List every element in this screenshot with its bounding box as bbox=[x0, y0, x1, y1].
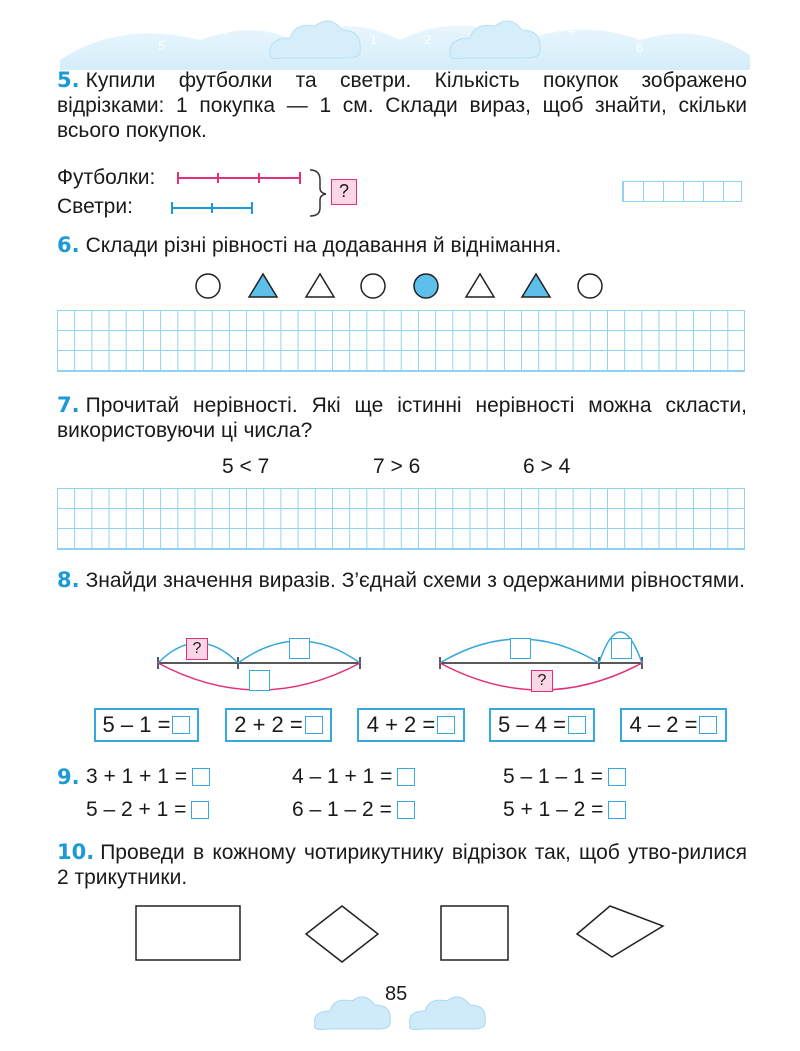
task-number: 9. bbox=[57, 765, 80, 789]
answer-square[interactable] bbox=[568, 716, 586, 734]
circle-outline-icon bbox=[361, 274, 385, 298]
question-box bbox=[331, 179, 357, 205]
task-text: Проведи в кожному чотирикутнику відрізок так, щоб утво-рилися 2 трикутники. bbox=[57, 841, 747, 889]
task-number: 10. bbox=[57, 840, 95, 864]
task-number: 7. bbox=[57, 393, 80, 417]
triangle-outline-icon bbox=[466, 274, 494, 297]
expression: 3 + 1 + 1 = bbox=[86, 765, 210, 789]
task-number: 6. bbox=[57, 233, 80, 257]
inequality: 6 > 4 bbox=[523, 455, 571, 478]
cloud-number: 8 bbox=[688, 20, 696, 35]
task-text: Купили футболки та светри. Кількість покупок зображено відрізками: 1 покупка — 1 см. Склади вираз, щоб знайти, скільки всього покупок. bbox=[57, 69, 747, 142]
inequality: 7 > 6 bbox=[373, 455, 421, 478]
question-box bbox=[531, 670, 553, 692]
answer-grid-7[interactable] bbox=[57, 488, 745, 550]
task-number: 8. bbox=[57, 568, 80, 592]
equation-text: 2 + 2 = bbox=[234, 712, 303, 737]
task-5 bbox=[57, 68, 747, 143]
shape-row bbox=[190, 268, 610, 304]
label-sweaters: Светри: bbox=[57, 195, 133, 218]
quadrilaterals bbox=[130, 900, 670, 970]
task-6 bbox=[57, 233, 747, 258]
page-number: 85 bbox=[385, 983, 408, 1005]
task-text: Знайди значення виразів. З’єднай схеми з одержаними рівностями. bbox=[85, 569, 745, 592]
triangle-filled-icon bbox=[249, 274, 277, 297]
question-mark: ? bbox=[338, 181, 349, 201]
answer-square[interactable] bbox=[172, 716, 190, 734]
cloud-number: 1 bbox=[370, 32, 378, 47]
equation-box bbox=[94, 708, 199, 742]
task-7 bbox=[57, 393, 747, 443]
cloud-number: 0 bbox=[397, 16, 405, 31]
triangle-outline-icon bbox=[306, 274, 334, 297]
equation-text: 5 – 4 = bbox=[498, 712, 566, 737]
task-text: Склади різні рівності на додавання й віднімання. bbox=[85, 234, 562, 257]
equation-text: 4 – 2 = bbox=[629, 712, 698, 737]
question-mark: ? bbox=[537, 672, 547, 689]
task-text: Прочитай нерівності. Які ще істинні нерівності можна скласти, використовуючи ці числа? bbox=[57, 394, 747, 442]
expression: 5 – 1 – 1 = bbox=[503, 765, 626, 789]
cloud-number: 3 bbox=[222, 22, 230, 37]
circle-outline-icon bbox=[578, 274, 602, 298]
task-8 bbox=[57, 568, 747, 593]
answer-square[interactable] bbox=[305, 716, 323, 734]
answer-cells[interactable] bbox=[622, 181, 742, 202]
expression: 4 – 1 + 1 = bbox=[292, 765, 415, 789]
expression: 5 – 2 + 1 = bbox=[86, 798, 209, 822]
question-mark: ? bbox=[192, 640, 202, 657]
triangle-filled-icon bbox=[522, 274, 550, 297]
answer-square[interactable] bbox=[397, 768, 415, 786]
expression: 6 – 1 – 2 = bbox=[292, 798, 415, 822]
task-10 bbox=[57, 840, 747, 890]
answer-grid-6[interactable] bbox=[57, 310, 745, 372]
equation-box bbox=[357, 708, 465, 742]
answer-square[interactable] bbox=[608, 801, 626, 819]
answer-square[interactable] bbox=[191, 801, 209, 819]
task-number: 5. bbox=[57, 68, 80, 92]
cloud-number: 4 bbox=[568, 22, 576, 37]
equation-box bbox=[225, 708, 332, 742]
question-box bbox=[186, 638, 208, 660]
circle-filled-icon bbox=[414, 274, 438, 298]
cloud-number: 5 bbox=[158, 38, 166, 53]
equation-box bbox=[620, 708, 727, 742]
cloud-number: 6 bbox=[636, 40, 644, 55]
cloud-number: 2 bbox=[424, 32, 432, 47]
square-shape[interactable] bbox=[441, 906, 508, 960]
equation-text: 4 + 2 = bbox=[366, 712, 436, 737]
answer-square[interactable] bbox=[249, 670, 270, 691]
equation-text: 5 – 1 = bbox=[102, 712, 171, 737]
answer-square[interactable] bbox=[397, 801, 415, 819]
kite-shape[interactable] bbox=[577, 906, 663, 957]
rhombus-shape[interactable] bbox=[306, 906, 378, 962]
label-tshirts: Футболки: bbox=[57, 166, 156, 189]
inequality: 5 < 7 bbox=[222, 455, 270, 478]
brace bbox=[310, 170, 326, 216]
cloud-number: 7 bbox=[108, 20, 116, 35]
expression: 5 + 1 – 2 = bbox=[503, 798, 626, 822]
answer-square[interactable] bbox=[510, 638, 531, 659]
circle-outline-icon bbox=[196, 274, 220, 298]
rectangle-shape[interactable] bbox=[136, 906, 240, 960]
answer-square[interactable] bbox=[611, 638, 632, 659]
answer-square[interactable] bbox=[192, 768, 210, 786]
answer-square[interactable] bbox=[608, 768, 626, 786]
header-cloud-banner bbox=[0, 0, 800, 70]
equation-box bbox=[489, 708, 595, 742]
answer-square[interactable] bbox=[437, 716, 455, 734]
answer-square[interactable] bbox=[289, 638, 310, 659]
answer-square[interactable] bbox=[699, 716, 717, 734]
